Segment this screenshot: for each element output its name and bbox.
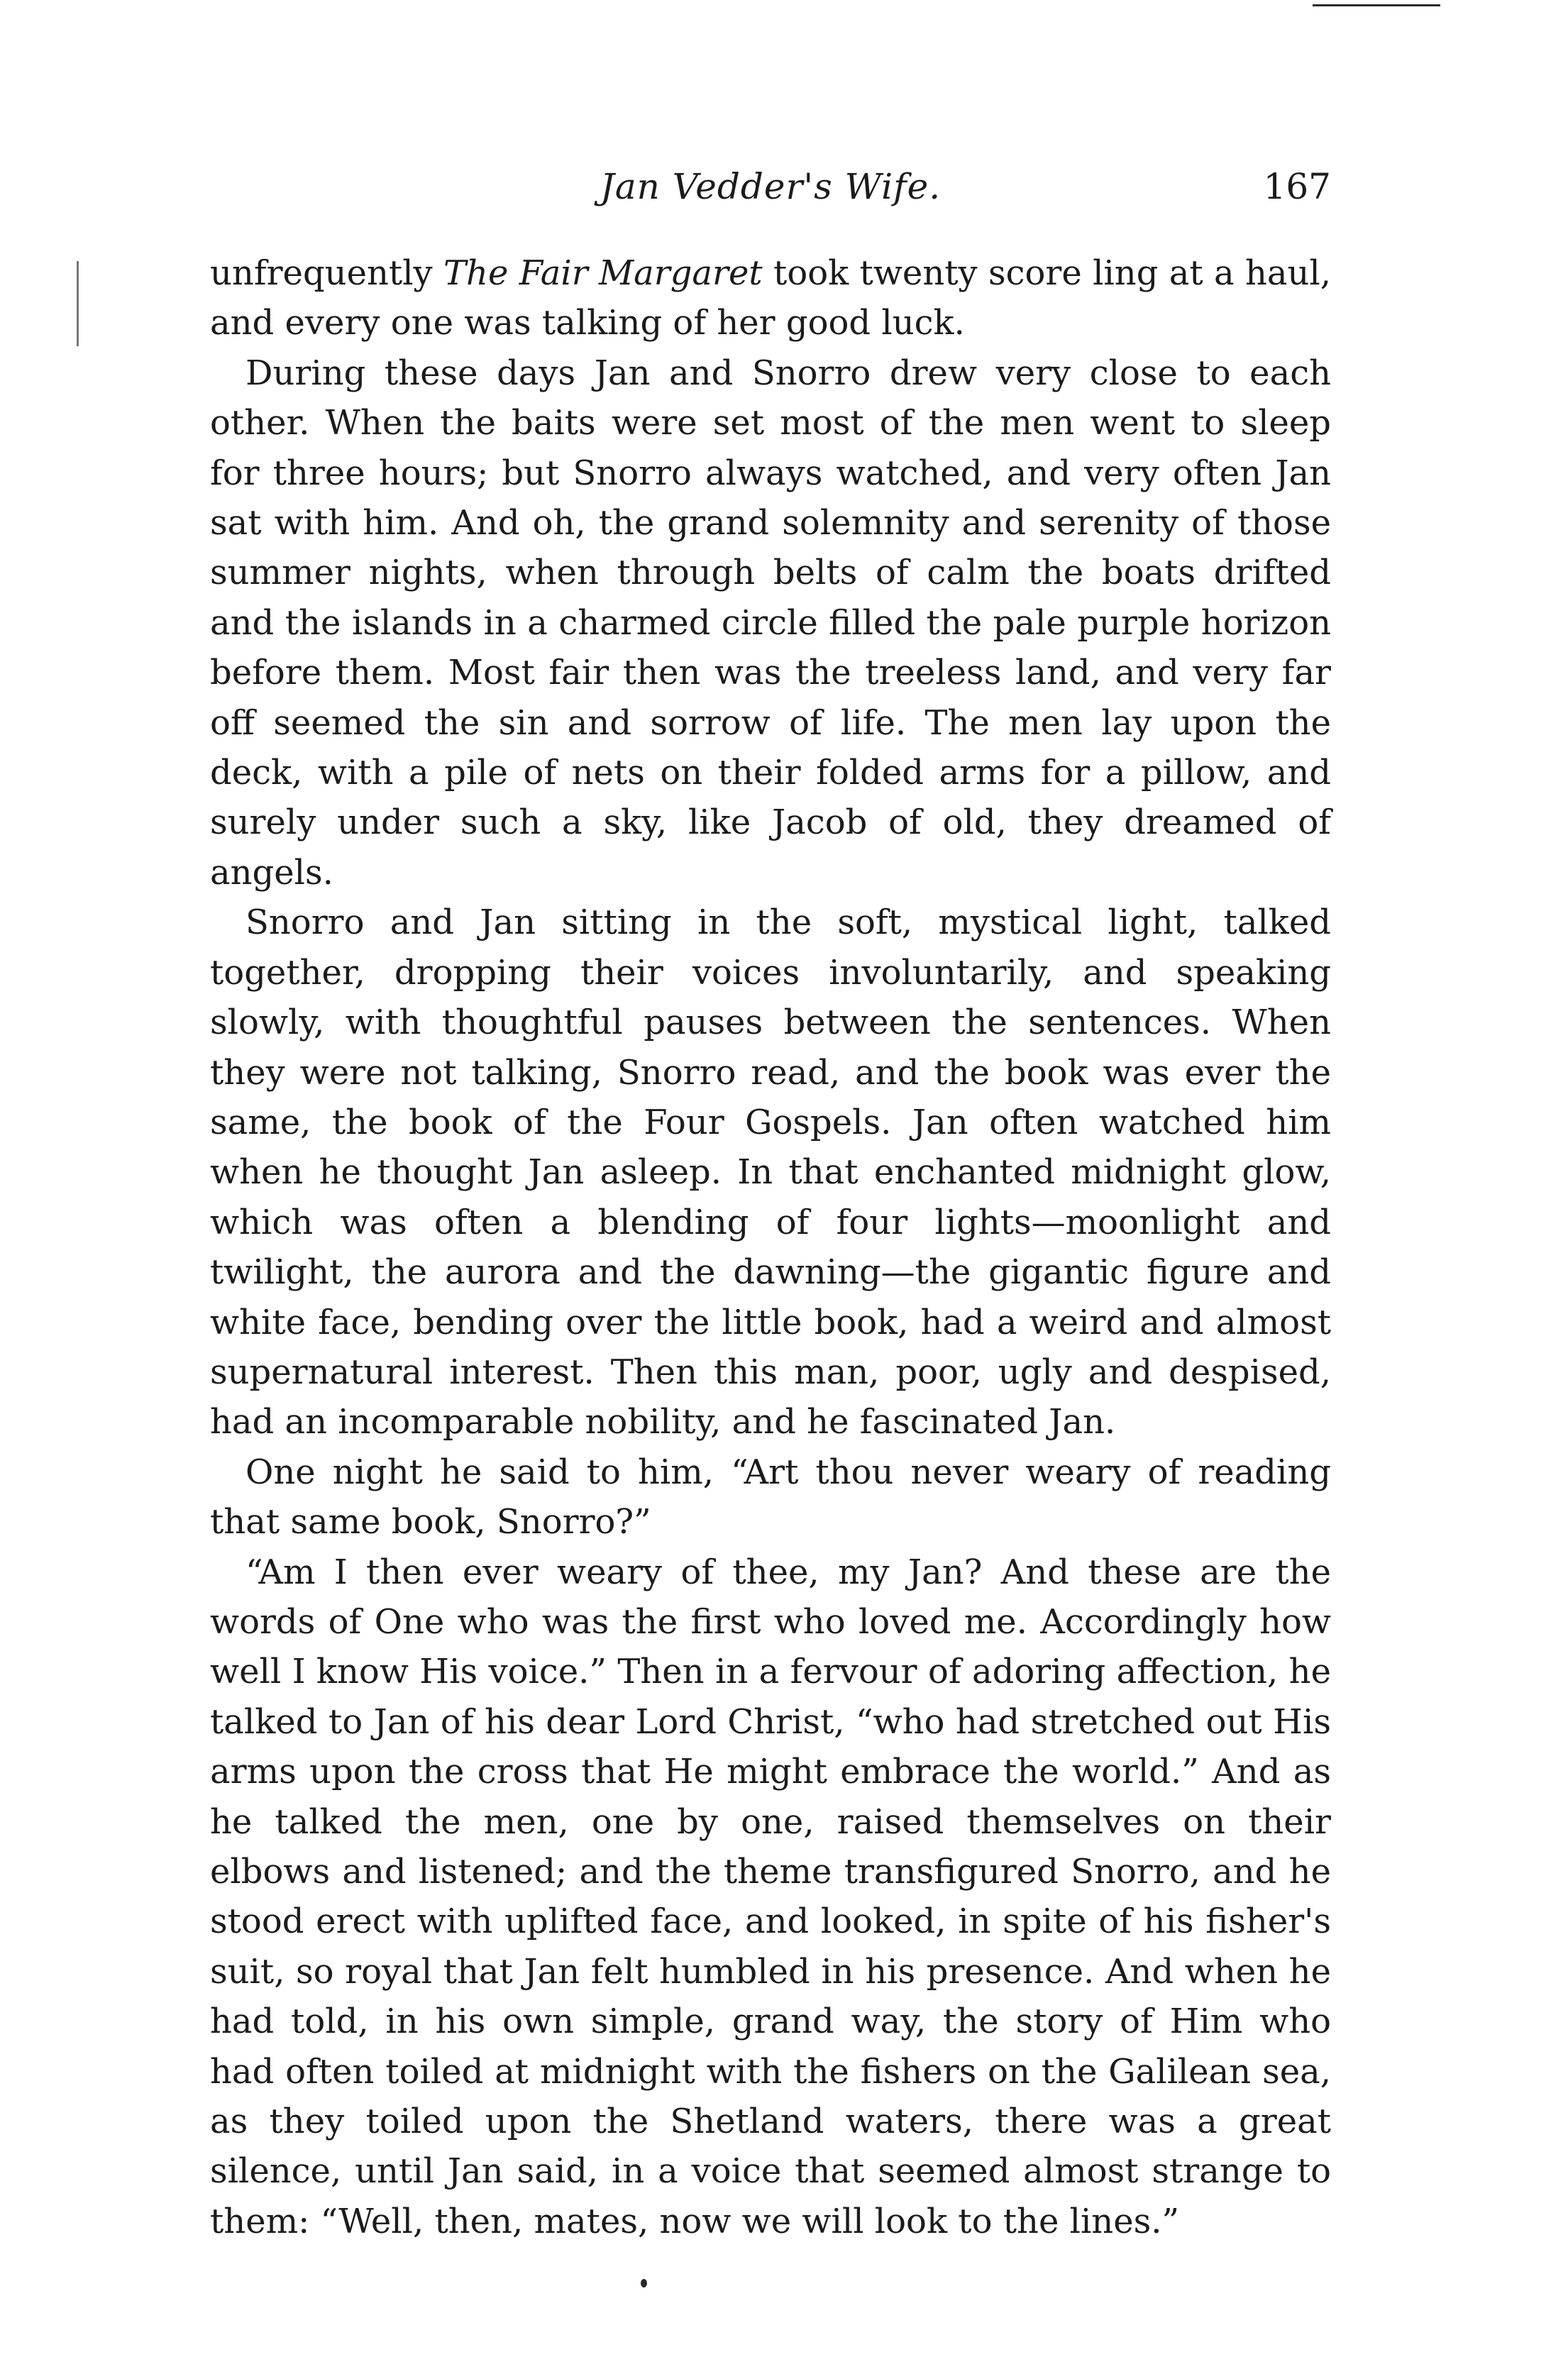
paragraph-text: took twenty score ling at a haul, and every one was talking of her good luck. — [210, 253, 1332, 343]
paragraph: “Am I then ever weary of thee, my Jan? And these are the words of One who was the first who loved me. Accordingly how well I know His voice.” Then in a fervour of adoring affection, he talked to Jan of his dear Lord Christ, “who had stretched out His arms upon the cross that He might embrace the world.” And as he talked the men, one by one, raised themselves on their elbows and listened; and the theme transfigured Snorro, and he stood erect with uplifted face, and looked, in spite of his fisher's suit, so royal that Jan felt humbled in his presence. And when he had told, in his own simple, grand way, the story of Him who had often toiled at midnight with the fishers on the Galilean sea, as they toiled upon the Shetland waters, there was a great silence, until Jan said, in a voice that seemed almost strange to them: “Well, then, mates, now we will look to the lines.” — [210, 1552, 1331, 2241]
page-number: 167 — [1263, 166, 1331, 207]
ship-name: The Fair Margaret — [443, 253, 763, 293]
paragraph — [210, 248, 1331, 348]
running-title: Jan Vedder's Wife. — [600, 166, 942, 207]
paragraph: One night he said to him, “Art thou never weary of reading that same book, Snorro?” — [210, 1452, 1331, 1542]
scan-speck — [641, 2279, 647, 2287]
running-head — [210, 155, 1331, 219]
paragraph: Snorro and Jan sitting in the soft, mystical light, talked together, dropping their voices involuntarily, and speaking slowly, with thoughtful pauses between the sentences. When they were not talking, Snorro read, and the book was ever the same, the book of the Four Gospels. Jan often watched him when he thought Jan asleep. In that enchanted midnight glow, which was often a blending of four lights—moonlight and twilight, the aurora and the dawning—the gigantic figure and white face, bending over the little book, had a weird and almost supernatural interest. Then this man, poor, ugly and despised, had an incomparable nobility, and he fascinated Jan. — [210, 903, 1331, 1442]
body-text — [210, 248, 1331, 2246]
paragraph: During these days Jan and Snorro drew very close to each other. When the baits were set most of the men went to sleep for three hours; but Snorro always watched, and very often Jan sat with him. And oh, the grand solemnity and serenity of those summer nights, when through belts of calm the boats drifted and the islands in a charmed circle filled the pale purple horizon before them. Most fair then was the treeless land, and very far off seemed the sin and sorrow of life. The men lay upon the deck, with a pile of nets on their folded arms for a pillow, and surely under such a sky, like Jacob of old, they dreamed of angels. — [210, 353, 1331, 893]
scan-margin-mark — [77, 261, 79, 346]
paragraph-text: unfrequently — [210, 253, 444, 293]
scan-edge-mark — [1313, 4, 1440, 6]
